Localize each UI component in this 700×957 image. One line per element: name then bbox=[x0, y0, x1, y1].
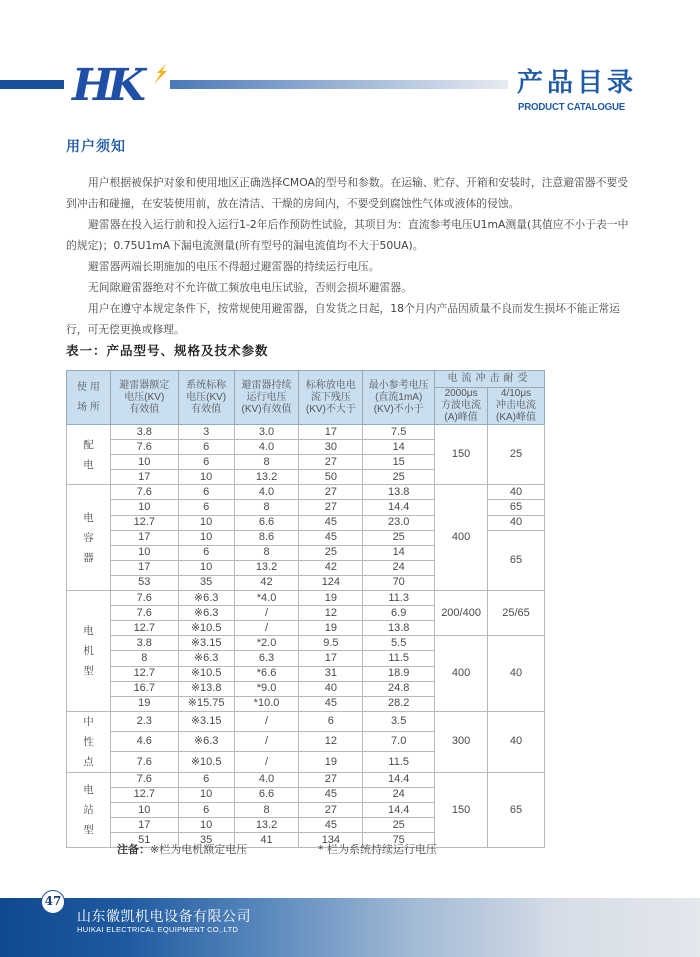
header-usage bbox=[67, 371, 111, 425]
table-row bbox=[67, 591, 545, 606]
table-cell: ※13.8 bbox=[178, 681, 234, 696]
table-cell: 10 bbox=[110, 500, 178, 515]
table-cell: / bbox=[234, 752, 299, 772]
table-cell: 12 bbox=[299, 606, 363, 621]
notes-label: 注备： bbox=[117, 843, 150, 856]
table-cell: 45 bbox=[299, 696, 363, 711]
table-cell: ※6.3 bbox=[178, 591, 234, 606]
table-cell: 42 bbox=[299, 560, 363, 575]
spec-table-body bbox=[67, 425, 545, 848]
table-cell: 7.5 bbox=[363, 425, 435, 440]
usage-group-cell: 配 电 bbox=[67, 425, 111, 485]
impulse-cell: 40 bbox=[488, 636, 545, 711]
table-cell: / bbox=[234, 606, 299, 621]
table-row bbox=[67, 636, 545, 651]
table-cell: 6 bbox=[178, 772, 234, 787]
header-square-wave bbox=[435, 388, 488, 425]
table-cell: / bbox=[234, 621, 299, 636]
table-cell: 27 bbox=[299, 485, 363, 500]
table-cell: 53 bbox=[110, 575, 178, 590]
header-residual-voltage bbox=[299, 371, 363, 425]
table-cell: 27 bbox=[299, 772, 363, 787]
table-cell: ※10.5 bbox=[178, 752, 234, 772]
table-cell: 4.0 bbox=[234, 772, 299, 787]
table-cell: 4.6 bbox=[110, 732, 178, 752]
table-cell: 7.0 bbox=[363, 732, 435, 752]
table-cell: 4.0 bbox=[234, 440, 299, 455]
table-cell: 7.6 bbox=[110, 752, 178, 772]
notice-paragraph: 避雷器两端长期施加的电压不得超过避雷器的持续运行电压。 bbox=[88, 260, 380, 273]
company-name-en: HUIKAI ELECTRICAL EQUIPMENT CO,.LTD bbox=[77, 925, 239, 934]
table-cell: 24 bbox=[363, 560, 435, 575]
table-cell: 31 bbox=[299, 666, 363, 681]
note-1: ※栏为电机额定电压 bbox=[150, 843, 248, 856]
header-gradient-bar bbox=[170, 80, 508, 89]
table-cell: 3 bbox=[178, 425, 234, 440]
table-row bbox=[67, 485, 545, 500]
header-impulse bbox=[488, 388, 545, 425]
table-cell: 124 bbox=[299, 575, 363, 590]
header-usage-label: 使 用 场 所 bbox=[77, 381, 100, 413]
table-cell: 12.7 bbox=[110, 666, 178, 681]
header-system-voltage-label: 系统标称 电压(KV) 有效值 bbox=[186, 379, 227, 415]
company-logo bbox=[72, 62, 168, 110]
notice-title: 用户须知 bbox=[66, 139, 126, 155]
square-wave-cell: 300 bbox=[435, 711, 488, 772]
table-cell: 27 bbox=[299, 802, 363, 817]
catalog-title: 产品目录 bbox=[517, 68, 638, 98]
table-cell: 8 bbox=[234, 802, 299, 817]
table-cell: 17 bbox=[299, 651, 363, 666]
impulse-cell: 40 bbox=[488, 711, 545, 772]
note-2: * 栏为系统持续运行电压 bbox=[318, 843, 437, 856]
table-cell: 5.5 bbox=[363, 636, 435, 651]
table-cell: 8.6 bbox=[234, 530, 299, 545]
table-cell: 7.6 bbox=[110, 772, 178, 787]
table-cell: ※10.5 bbox=[178, 621, 234, 636]
table-cell: 24 bbox=[363, 787, 435, 802]
table-cell: 7.6 bbox=[110, 440, 178, 455]
table-cell: 14 bbox=[363, 545, 435, 560]
table-cell: ※10.5 bbox=[178, 666, 234, 681]
table-cell: 6 bbox=[299, 711, 363, 731]
table-row bbox=[67, 711, 545, 731]
table-cell: 6.9 bbox=[363, 606, 435, 621]
usage-group-cell: 电 容 器 bbox=[67, 485, 111, 591]
table-cell: 25 bbox=[363, 470, 435, 485]
header-reference-voltage bbox=[363, 371, 435, 425]
table-cell: 17 bbox=[110, 530, 178, 545]
impulse-cell: 65 bbox=[488, 530, 545, 590]
impulse-cell: 40 bbox=[488, 515, 545, 530]
square-wave-cell: 400 bbox=[435, 485, 488, 591]
company-name-cn: 山东徽凯机电设备有限公司 bbox=[77, 909, 251, 925]
table-cell: 40 bbox=[299, 681, 363, 696]
table-cell: 4.0 bbox=[234, 485, 299, 500]
header-left-bar bbox=[0, 80, 64, 89]
table-cell: 6 bbox=[178, 485, 234, 500]
table-cell: 11.5 bbox=[363, 752, 435, 772]
table-cell: 45 bbox=[299, 787, 363, 802]
header-reference-voltage-label: 最小参考电压 (直流1mA) (KV)不小于 bbox=[368, 379, 429, 415]
table-cell: 14.4 bbox=[363, 500, 435, 515]
table-cell: 6 bbox=[178, 455, 234, 470]
table-cell: 3.8 bbox=[110, 636, 178, 651]
header-impulse-label: 4/10μs 冲击电流 (KA)峰值 bbox=[496, 388, 537, 423]
table-cell: 25 bbox=[363, 530, 435, 545]
table-cell: *6.6 bbox=[234, 666, 299, 681]
table-cell: 27 bbox=[299, 455, 363, 470]
table-cell: 24.8 bbox=[363, 681, 435, 696]
table-cell: 16.7 bbox=[110, 681, 178, 696]
table-cell: 10 bbox=[178, 818, 234, 833]
table-cell: 35 bbox=[178, 833, 234, 848]
table-cell: 42 bbox=[234, 575, 299, 590]
table-cell: 3.0 bbox=[234, 425, 299, 440]
table-cell: *9.0 bbox=[234, 681, 299, 696]
table-cell: 6 bbox=[178, 802, 234, 817]
table-cell: 14 bbox=[363, 440, 435, 455]
square-wave-cell: 400 bbox=[435, 636, 488, 711]
header-system-voltage bbox=[178, 371, 234, 425]
impulse-cell: 40 bbox=[488, 485, 545, 500]
table-cell: 19 bbox=[299, 591, 363, 606]
table-cell: 8 bbox=[110, 651, 178, 666]
notice-paragraph: 无间隙避雷器绝对不允许做工频放电电压试验，否则会损坏避雷器。 bbox=[88, 281, 412, 294]
table-cell: 18.9 bbox=[363, 666, 435, 681]
table-cell: 9.5 bbox=[299, 636, 363, 651]
logo-text: HK bbox=[72, 60, 140, 111]
table-cell: 8 bbox=[234, 500, 299, 515]
table-cell: ※3.15 bbox=[178, 711, 234, 731]
table-cell: 19 bbox=[299, 621, 363, 636]
table-cell: 11.3 bbox=[363, 591, 435, 606]
table-cell: 14.4 bbox=[363, 772, 435, 787]
table-cell: 51 bbox=[110, 833, 178, 848]
table-cell: 45 bbox=[299, 515, 363, 530]
table-cell: 3.8 bbox=[110, 425, 178, 440]
table-cell: 30 bbox=[299, 440, 363, 455]
table-cell: 25 bbox=[363, 818, 435, 833]
table-cell: 19 bbox=[110, 696, 178, 711]
table-cell: 13.8 bbox=[363, 485, 435, 500]
table-cell: 27 bbox=[299, 500, 363, 515]
table-cell: 12.7 bbox=[110, 515, 178, 530]
table-cell: ※6.3 bbox=[178, 606, 234, 621]
table-cell: / bbox=[234, 711, 299, 731]
table-cell: 6.6 bbox=[234, 787, 299, 802]
table-cell: 70 bbox=[363, 575, 435, 590]
table-cell: 13.8 bbox=[363, 621, 435, 636]
table-title: 表一：产品型号、规格及技术参数 bbox=[66, 343, 269, 358]
catalog-subtitle: PRODUCT CATALOGUE bbox=[518, 101, 626, 113]
table-cell: 19 bbox=[299, 752, 363, 772]
impulse-cell: 65 bbox=[488, 500, 545, 515]
table-cell: 10 bbox=[178, 787, 234, 802]
header-residual-voltage-label: 标称放电电 流下残压 (KV)不大于 bbox=[305, 379, 356, 415]
table-cell: 11.5 bbox=[363, 651, 435, 666]
table-cell: 2.3 bbox=[110, 711, 178, 731]
table-cell: 6.3 bbox=[234, 651, 299, 666]
table-cell: 15 bbox=[363, 455, 435, 470]
table-cell: 50 bbox=[299, 470, 363, 485]
usage-group-cell: 中 性 点 bbox=[67, 711, 111, 772]
impulse-cell: 25 bbox=[488, 425, 545, 485]
table-row bbox=[67, 772, 545, 787]
table-cell: 10 bbox=[178, 470, 234, 485]
table-cell: 6.6 bbox=[234, 515, 299, 530]
square-wave-cell: 150 bbox=[435, 425, 488, 485]
table-cell: 3.5 bbox=[363, 711, 435, 731]
usage-group-cell: 电 站 型 bbox=[67, 772, 111, 847]
impulse-cell: 25/65 bbox=[488, 591, 545, 636]
notes-left bbox=[117, 841, 247, 857]
table-cell: ※6.3 bbox=[178, 651, 234, 666]
table-cell: *2.0 bbox=[234, 636, 299, 651]
table-cell: / bbox=[234, 732, 299, 752]
table-cell: 25 bbox=[299, 545, 363, 560]
table-cell: 17 bbox=[110, 560, 178, 575]
table-cell: 14.4 bbox=[363, 802, 435, 817]
table-cell: 10 bbox=[178, 515, 234, 530]
table-cell: 17 bbox=[299, 425, 363, 440]
header-continuous-voltage bbox=[234, 371, 299, 425]
table-cell: 45 bbox=[299, 530, 363, 545]
table-cell: 12.7 bbox=[110, 787, 178, 802]
table-cell: 28.2 bbox=[363, 696, 435, 711]
header-square-wave-label: 2000μs 方波电流 (A)峰值 bbox=[441, 388, 482, 423]
table-cell: 13.2 bbox=[234, 818, 299, 833]
table-cell: 17 bbox=[110, 818, 178, 833]
table-cell: 41 bbox=[234, 833, 299, 848]
table-cell: 10 bbox=[178, 530, 234, 545]
table-cell: 7.6 bbox=[110, 591, 178, 606]
header-rated-voltage bbox=[110, 371, 178, 425]
table-cell: 12.7 bbox=[110, 621, 178, 636]
notice-paragraph: 避雷器在投入运行前和投入运行1-2年后作预防性试验，其项目为：直流参考电压U1mA测量(其值应不小于表一中的规定)；0.75U1mA下漏电流测量(所有型号的漏电流值均不大于50UA)。 bbox=[66, 218, 629, 252]
notice-paragraph: 用户在遵守本规定条件下，按常规使用避雷器，自发货之日起，18个月内产品因质量不良而发生损坏不能正常运行，可无偿更换或修理。 bbox=[66, 302, 620, 336]
table-cell: 134 bbox=[299, 833, 363, 848]
table-cell: *4.0 bbox=[234, 591, 299, 606]
table-row bbox=[67, 425, 545, 440]
page-number: 47 bbox=[41, 890, 65, 914]
usage-group-cell: 电 机 型 bbox=[67, 591, 111, 712]
table-cell: 6 bbox=[178, 440, 234, 455]
table-cell: 10 bbox=[110, 545, 178, 560]
table-cell: 75 bbox=[363, 833, 435, 848]
notice-paragraph: 用户根据被保护对象和使用地区正确选择CMOA的型号和参数。在运输、贮存、开箱和安装时，注意避雷器不要受到冲击和碰撞，在安装使用前，放在清洁、干燥的房间内，不要受到腐蚀性气体或液体的侵蚀。 bbox=[66, 176, 628, 210]
table-cell: 13.2 bbox=[234, 560, 299, 575]
notice-body bbox=[66, 172, 638, 340]
square-wave-cell: 200/400 bbox=[435, 591, 488, 636]
table-cell: *10.0 bbox=[234, 696, 299, 711]
table-cell: 13.2 bbox=[234, 470, 299, 485]
table-cell: 10 bbox=[110, 455, 178, 470]
table-cell: 10 bbox=[178, 560, 234, 575]
table-cell: 17 bbox=[110, 470, 178, 485]
table-cell: 7.6 bbox=[110, 606, 178, 621]
header-surge-group: 电流冲击耐受 bbox=[435, 371, 545, 388]
table-cell: 6 bbox=[178, 500, 234, 515]
lightning-bolt-icon bbox=[152, 64, 168, 84]
table-cell: 8 bbox=[234, 545, 299, 560]
table-cell: 35 bbox=[178, 575, 234, 590]
spec-table bbox=[66, 370, 545, 848]
table-cell: 8 bbox=[234, 455, 299, 470]
table-cell: 7.6 bbox=[110, 485, 178, 500]
table-cell: 12 bbox=[299, 732, 363, 752]
impulse-cell: 65 bbox=[488, 772, 545, 847]
table-cell: ※6.3 bbox=[178, 732, 234, 752]
table-cell: ※15.75 bbox=[178, 696, 234, 711]
square-wave-cell: 150 bbox=[435, 772, 488, 847]
table-cell: 6 bbox=[178, 545, 234, 560]
table-cell: 10 bbox=[110, 802, 178, 817]
header-continuous-voltage-label: 避雷器持续 运行电压 (KV)有效值 bbox=[241, 379, 292, 415]
header-rated-voltage-label: 避雷器额定 电压(KV) 有效值 bbox=[119, 379, 170, 415]
table-cell: 23.0 bbox=[363, 515, 435, 530]
table-cell: 45 bbox=[299, 818, 363, 833]
table-cell: ※3.15 bbox=[178, 636, 234, 651]
